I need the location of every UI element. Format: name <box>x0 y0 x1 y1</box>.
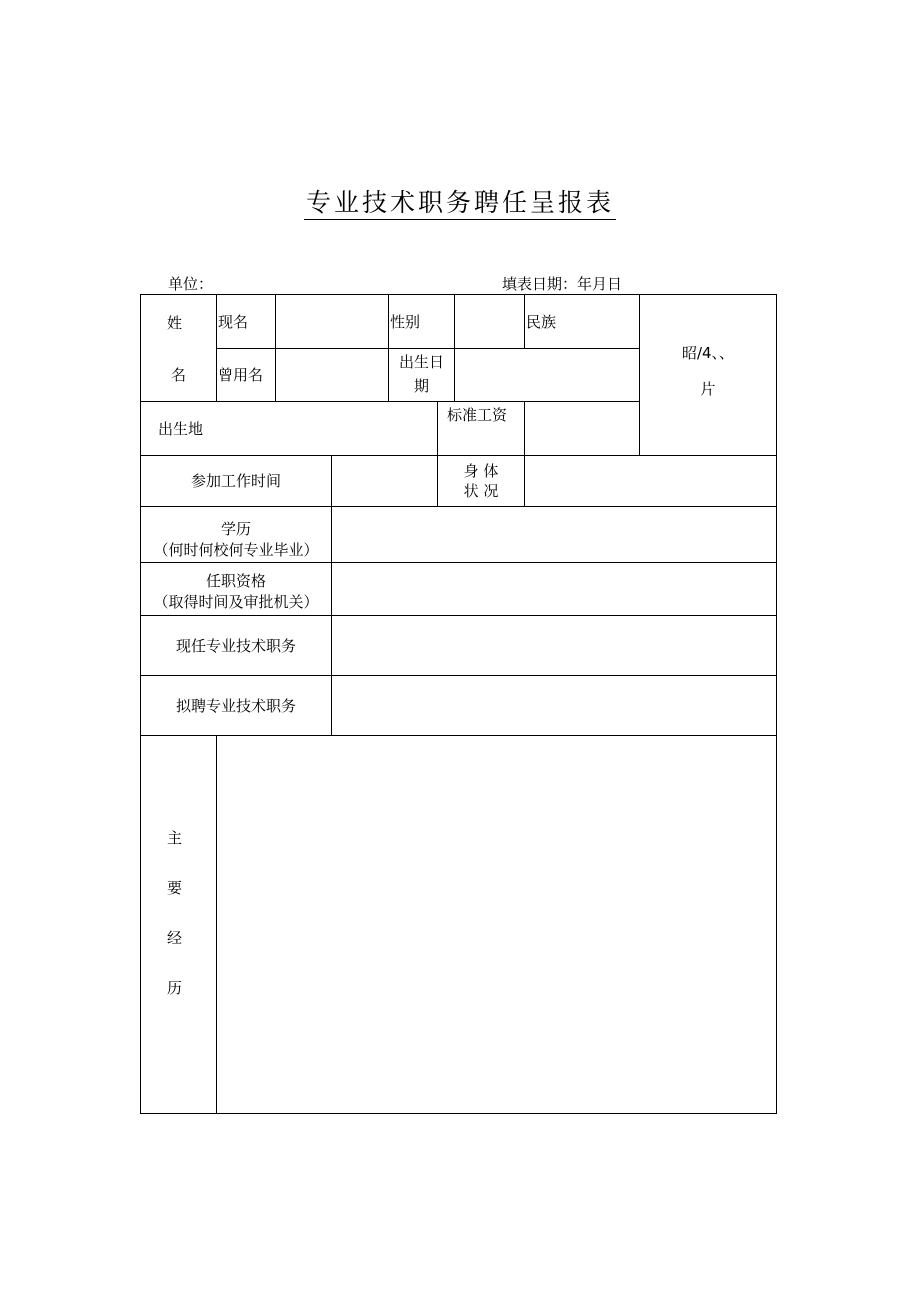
grid-line <box>140 615 776 616</box>
work-start-label: 参加工作时间 <box>190 472 281 490</box>
grid-line <box>216 294 217 401</box>
standard-salary-label: 标准工资 <box>447 406 508 424</box>
experience-label-char-4: 历 <box>167 979 183 997</box>
qualification-field[interactable] <box>333 564 775 614</box>
table-border-top <box>140 294 776 295</box>
unit-label: 单位： <box>168 275 214 293</box>
current-position-label: 现任专业技术职务 <box>175 637 296 655</box>
health-label-1: 身 体 <box>463 462 499 480</box>
experience-field[interactable] <box>218 737 775 1112</box>
proposed-position-field[interactable] <box>333 677 775 734</box>
grid-line <box>140 506 776 507</box>
birth-date-label-1: 出生日 <box>398 353 444 371</box>
current-name-field[interactable] <box>277 296 387 347</box>
grid-line <box>331 455 332 735</box>
education-field[interactable] <box>333 508 775 561</box>
grid-line <box>140 675 776 676</box>
grid-line <box>140 735 776 736</box>
grid-line <box>524 294 525 348</box>
health-label-2: 状 况 <box>463 482 499 500</box>
gender-field[interactable] <box>456 296 523 347</box>
standard-salary-field[interactable] <box>526 403 638 454</box>
education-label-1: 学历 <box>220 520 251 538</box>
birth-date-label-2: 期 <box>413 377 429 395</box>
form-title-text: 专业技术职务聘任呈报表 <box>304 188 616 220</box>
form-title <box>0 183 920 219</box>
work-start-field[interactable] <box>333 457 436 505</box>
grid-line <box>275 294 276 401</box>
health-field[interactable] <box>526 457 775 505</box>
experience-label-char-3: 经 <box>167 929 183 947</box>
former-name-label: 曾用名 <box>218 366 264 384</box>
education-label-2: （何时何校何专业毕业） <box>153 541 319 559</box>
fill-date-label: 填表日期：年月日 <box>502 275 623 293</box>
table-border-bottom <box>140 1113 777 1114</box>
ethnicity-label: 民族 <box>526 313 557 331</box>
grid-line <box>524 401 525 506</box>
ethnicity-field[interactable] <box>576 296 638 347</box>
name-label-xing: 姓 <box>167 314 183 332</box>
grid-line <box>140 401 640 402</box>
birthplace-label: 出生地 <box>158 420 204 438</box>
birthplace-field[interactable] <box>220 403 436 454</box>
grid-line <box>140 455 776 456</box>
birth-date-field[interactable] <box>456 350 638 400</box>
photo-label-2: 片 <box>700 380 716 398</box>
gender-label: 性别 <box>390 313 421 331</box>
former-name-field[interactable] <box>277 350 387 400</box>
grid-line <box>639 294 640 455</box>
table-border-right <box>776 294 777 1114</box>
qualification-label-2: （取得时间及审批机关） <box>153 593 319 611</box>
name-label-ming: 名 <box>171 366 187 384</box>
proposed-position-label: 拟聘专业技术职务 <box>175 697 296 715</box>
experience-label-char-2: 要 <box>167 879 183 897</box>
experience-label-char-1: 主 <box>167 829 183 847</box>
grid-line <box>216 348 640 349</box>
grid-line <box>454 294 455 401</box>
photo-label-1: 昭/4、、 <box>681 344 735 362</box>
current-position-field[interactable] <box>333 617 775 674</box>
grid-line <box>140 562 776 563</box>
current-name-label: 现名 <box>218 313 249 331</box>
qualification-label-1: 任职资格 <box>205 572 266 590</box>
grid-line <box>216 735 217 1113</box>
